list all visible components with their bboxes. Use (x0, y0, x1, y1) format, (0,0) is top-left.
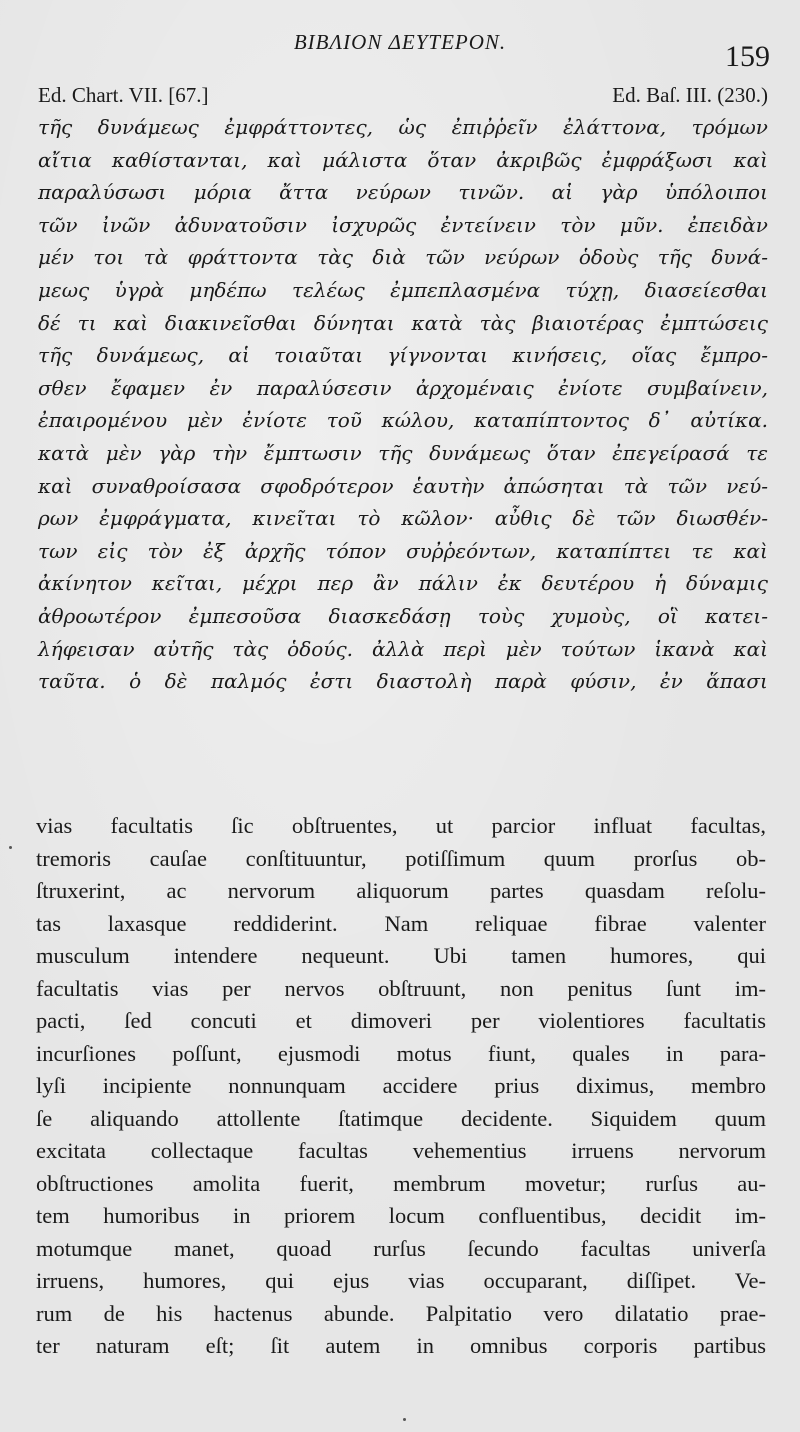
page-number: 159 (725, 40, 770, 73)
latin-line: excitata collectaque facultas vehementius irruens nervorum (36, 1138, 766, 1163)
latin-line: tem humoribus in priorem locum confluentibus, decidit im- (36, 1203, 766, 1228)
running-title: BIBΛION ΔEYTEPON. (293, 30, 507, 54)
latin-line: ter naturam eſt; ſit autem in omnibus corporis partibus (36, 1333, 766, 1358)
greek-line: ἀκίνητον κεῖται, μέχρι περ ἂν πάλιν ἐκ δευτέρου ἡ δύναμις (38, 571, 768, 596)
greek-line: τῆς δυνάμεως, αἱ τοιαῦται γίγνονται κινήσεις, οἵας ἔμπρο- (38, 343, 768, 368)
print-speck (9, 846, 12, 849)
greek-line: κατὰ μὲν γὰρ τὴν ἔμπτωσιν τῆς δυνάμεως ὅταν ἐπεγείρασά τε (38, 440, 768, 465)
latin-line: incurſiones poſſunt, ejusmodi motus fiunt, quales in para- (36, 1040, 766, 1066)
greek-line: δέ τι καὶ διακινεῖσθαι δύνηται κατὰ τὰς βιαιοτέρας ἐμπτώσεις (38, 310, 768, 335)
latin-translation-block (36, 810, 766, 1363)
greek-line: ἀθροωτέρον ἐμπεσοῦσα διασκεδάσῃ τοὺς χυμοὺς, οἳ κατει- (38, 603, 768, 628)
edition-references (38, 83, 768, 108)
greek-line: παραλύσωσι μόρια ἄττα νεύρων τινῶν. αἱ γὰρ ὑπόλοιποι (38, 180, 768, 205)
latin-line: irruens, humores, qui ejus vias occuparant, diſſipet. Ve- (36, 1268, 766, 1293)
latin-line: tremoris cauſae conſtituuntur, potiſſimum quum prorſus ob- (36, 845, 766, 871)
latin-line: rum de his hactenus abunde. Palpitatio vero dilatatio prae- (36, 1300, 766, 1326)
latin-line: tas laxasque reddiderint. Nam reliquae fibrae valenter (36, 910, 766, 936)
greek-line: αἴτια καθίστανται, καὶ μάλιστα ὅταν ἀκριβῶς ἐμφράξωσι καὶ (38, 147, 768, 172)
latin-line: ſtruxerint, ac nervorum aliquorum partes quasdam reſolu- (36, 878, 766, 903)
latin-line: musculum intendere nequeunt. Ubi tamen humores, qui (36, 943, 766, 968)
greek-line: ρων ἐμφράγματα, κινεῖται τὸ κῶλον· αὖθις δὲ τῶν διωσθέν- (38, 506, 768, 531)
latin-line: ſe aliquando attollente ſtatimque decidente. Siquidem quum (36, 1105, 766, 1131)
greek-line: ἐπαιρομένου μὲν ἐνίοτε τοῦ κώλου, καταπίπτοντος δ᾽ αὐτίκα. (38, 408, 768, 433)
greek-text-block (38, 111, 768, 698)
greek-line: τῆς δυνάμεως ἐμφράττοντες, ὡς ἐπιῤῥεῖν ἐλάττονα, τρόμων (38, 115, 768, 139)
latin-line: obſtructiones amolita fuerit, membrum movetur; rurſus au- (36, 1170, 766, 1196)
greek-line: σθεν ἔφαμεν ἐν παραλύσεσιν ἀρχομέναις ἐνίοτε συμβαίνειν, (38, 375, 768, 400)
greek-line: μεως ὑγρὰ μηδέπω τελέως ἐμπεπλασμένα τύχῃ, διασείεσθαι (38, 277, 768, 302)
edition-left: Ed. Chart. VII. [67.] (38, 83, 209, 107)
print-speck (403, 1418, 406, 1421)
greek-line: ταῦτα. ὁ δὲ παλμός ἐστι διαστολὴ παρὰ φύσιν, ἐν ἅπασι (38, 669, 768, 694)
greek-line: καὶ συναθροίσασα σφοδρότερον ἑαυτὴν ἀπώσηται τὰ τῶν νεύ- (38, 473, 768, 498)
latin-line: pacti, ſed concuti et dimoveri per violentiores facultatis (36, 1008, 766, 1033)
greek-line: τῶν ἰνῶν ἀδυνατοῦσιν ἰσχυρῶς ἐντείνειν τὸν μῦν. ἐπειδὰν (38, 212, 768, 237)
greek-line: μέν τοι τὰ φράττοντα τὰς διὰ τῶν νεύρων ὁδοὺς τῆς δυνά- (38, 245, 768, 270)
greek-line: λήφεισαν αὐτῆς τὰς ὁδούς. ἀλλὰ περὶ μὲν τούτων ἱκανὰ καὶ (38, 636, 768, 661)
greek-line: των εἰς τὸν ἐξ ἀρχῆς τόπον συῤῥεόντων, καταπίπτει τε καὶ (38, 538, 768, 563)
latin-line: vias facultatis ſic obſtruentes, ut parcior influat facultas, (36, 813, 766, 838)
latin-line: motumque manet, quoad rurſus ſecundo facultas univerſa (36, 1235, 766, 1261)
edition-right: Ed. Baſ. III. (230.) (612, 83, 768, 107)
latin-line: facultatis vias per nervos obſtruunt, non penitus ſunt im- (36, 975, 766, 1001)
latin-line: lyſi incipiente nonnunquam accidere prius diximus, membro (36, 1073, 766, 1098)
